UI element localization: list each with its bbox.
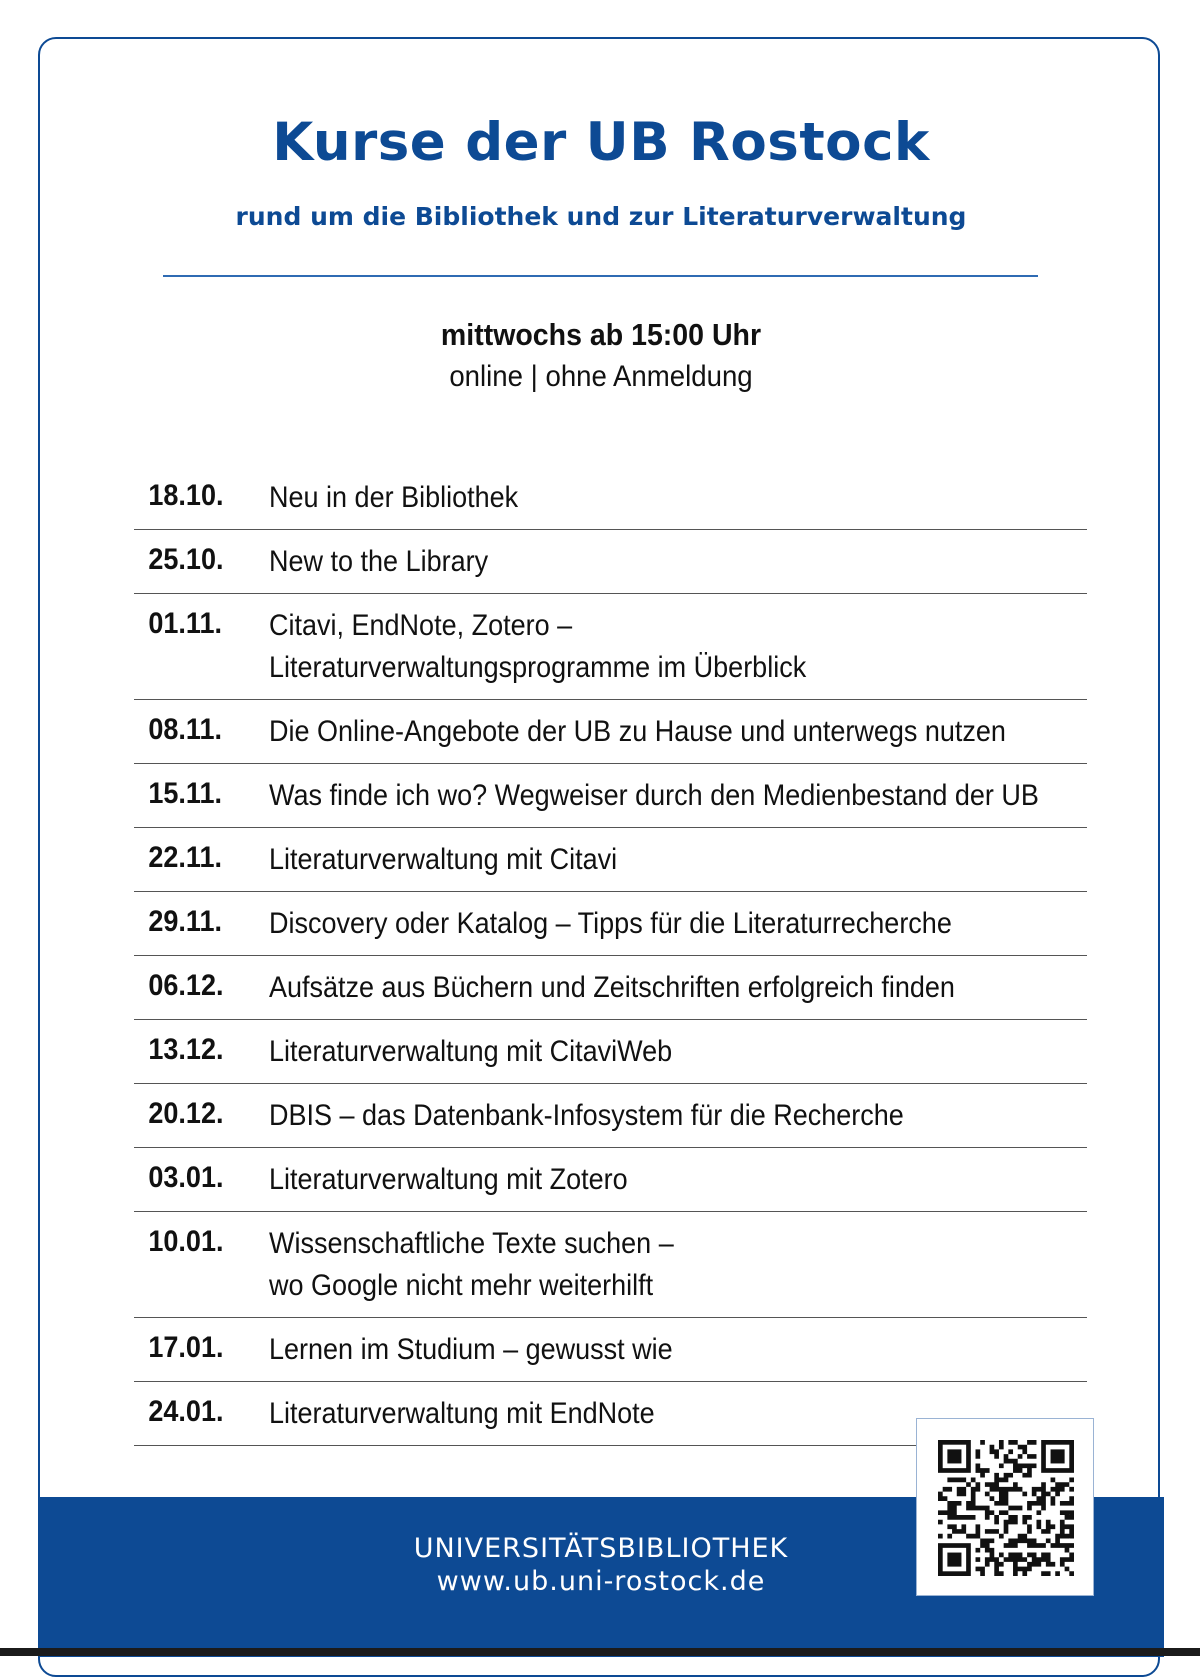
course-row	[134, 1084, 1087, 1148]
course-row	[134, 1212, 1087, 1318]
course-topic-line: Literaturverwaltung mit Zotero	[269, 1163, 628, 1196]
course-topic-line: Die Online-Angebote der UB zu Hause und unterwegs nutzen	[269, 715, 1006, 748]
course-date: 20.12.	[148, 1097, 224, 1130]
course-topic-line: Neu in der Bibliothek	[269, 481, 519, 514]
title-divider	[163, 275, 1038, 277]
course-row	[134, 1148, 1087, 1212]
course-topic	[269, 1329, 1005, 1371]
qr-code[interactable]	[916, 1418, 1094, 1596]
course-date: 15.11.	[148, 777, 222, 810]
course-row	[134, 828, 1087, 892]
schedule-time: mittwochs ab 15:00 Uhr	[440, 317, 762, 352]
course-date: 01.11.	[148, 607, 222, 640]
schedule-format: online | ohne Anmeldung	[449, 360, 753, 393]
course-topic-line: wo Google nicht mehr weiterhilft	[269, 1269, 654, 1302]
course-topic	[269, 605, 1005, 689]
course-row	[134, 594, 1087, 700]
course-topic-line: Literaturverwaltung mit CitaviWeb	[269, 1035, 673, 1068]
course-topic-line: Literaturverwaltung mit EndNote	[269, 1397, 655, 1430]
course-topic	[269, 903, 1005, 945]
course-date: 10.01.	[148, 1225, 224, 1258]
course-date: 08.11.	[148, 713, 222, 746]
course-list	[134, 466, 1087, 1446]
course-row	[134, 700, 1087, 764]
course-topic	[269, 1393, 1005, 1435]
course-topic	[269, 839, 1005, 881]
course-topic-line: Lernen im Studium – gewusst wie	[269, 1333, 673, 1366]
course-topic	[269, 1095, 1005, 1137]
course-date: 24.01.	[148, 1395, 224, 1428]
course-topic-line: Literaturverwaltung mit Citavi	[269, 843, 618, 876]
course-row	[134, 530, 1087, 594]
course-topic-line: Was finde ich wo? Wegweiser durch den Medienbestand der UB	[269, 779, 1039, 812]
course-date: 17.01.	[148, 1331, 224, 1364]
course-topic-line: Literaturverwaltungsprogramme im Überblick	[269, 651, 807, 684]
course-date: 22.11.	[148, 841, 222, 874]
course-topic-line: Aufsätze aus Büchern und Zeitschriften erfolgreich finden	[269, 971, 955, 1004]
course-date: 29.11.	[148, 905, 222, 938]
page-subtitle: rund um die Bibliothek und zur Literaturverwaltung	[235, 202, 967, 231]
course-topic	[269, 775, 1039, 817]
course-topic-line: Discovery oder Katalog – Tipps für die Literaturrecherche	[269, 907, 952, 940]
course-row	[134, 956, 1087, 1020]
course-date: 13.12.	[148, 1033, 224, 1066]
course-topic-line: DBIS – das Datenbank-Infosystem für die Recherche	[269, 1099, 904, 1132]
course-date: 06.12.	[148, 969, 224, 1002]
course-topic	[269, 711, 1006, 753]
page-title: Kurse der UB Rostock	[272, 112, 930, 173]
course-date: 03.01.	[148, 1161, 224, 1194]
qr-code-icon	[938, 1440, 1074, 1576]
course-topic	[269, 477, 1005, 519]
course-topic	[269, 1159, 1005, 1201]
course-row	[134, 466, 1087, 530]
course-topic-line: Citavi, EndNote, Zotero –	[269, 609, 573, 642]
course-row	[134, 892, 1087, 956]
footer-org: UNIVERSITÄTSBIBLIOTHEK	[413, 1533, 789, 1564]
course-row	[134, 1020, 1087, 1084]
course-row	[134, 1318, 1087, 1382]
course-date: 25.10.	[148, 543, 224, 576]
course-topic-line: Wissenschaftliche Texte suchen –	[269, 1227, 674, 1260]
bottom-strip	[0, 1648, 1200, 1656]
course-topic	[269, 967, 1005, 1009]
course-row	[134, 764, 1087, 828]
course-date: 18.10.	[148, 479, 224, 512]
course-topic	[269, 541, 1005, 583]
course-topic	[269, 1031, 1005, 1073]
course-topic-line: New to the Library	[269, 545, 489, 578]
footer-url[interactable]: www.ub.uni-rostock.de	[436, 1566, 766, 1597]
course-topic	[269, 1223, 1005, 1307]
